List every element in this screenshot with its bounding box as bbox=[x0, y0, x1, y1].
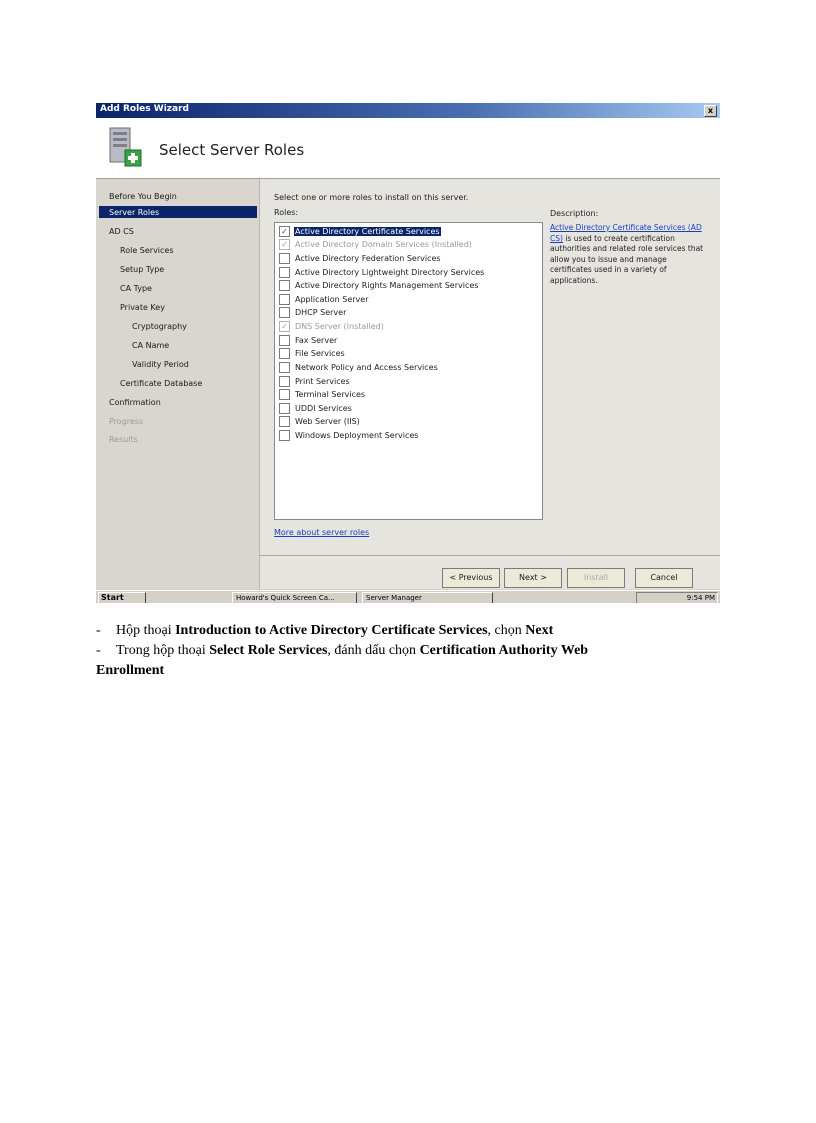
roles-label: Roles: bbox=[274, 208, 299, 217]
caption-text: , chọn bbox=[487, 623, 522, 638]
caption-bullet: - bbox=[96, 643, 101, 658]
role-item[interactable] bbox=[279, 348, 346, 361]
nav-item-certificate-database[interactable]: Certificate Database bbox=[120, 379, 203, 388]
start-button[interactable]: Start bbox=[98, 592, 146, 603]
description-label: Description: bbox=[550, 209, 599, 218]
nav-item-validity-period[interactable]: Validity Period bbox=[132, 360, 189, 369]
description-text bbox=[550, 223, 710, 286]
wizard-navigation bbox=[96, 179, 259, 589]
nav-item-role-services[interactable]: Role Services bbox=[120, 246, 174, 255]
caption-bold: Certification Authority Web bbox=[419, 643, 589, 658]
role-label: Active Directory Rights Management Services bbox=[295, 281, 479, 290]
server-roles-icon bbox=[104, 126, 144, 170]
role-label: File Services bbox=[295, 349, 345, 358]
role-label: Active Directory Lightweight Directory Services bbox=[295, 268, 485, 277]
wizard-header bbox=[96, 118, 720, 179]
role-item bbox=[279, 239, 473, 252]
role-item[interactable] bbox=[279, 362, 439, 375]
caption-bold: Introduction to Active Directory Certificate Services bbox=[175, 623, 488, 638]
role-checkbox[interactable] bbox=[279, 267, 290, 278]
role-checkbox[interactable] bbox=[279, 348, 290, 359]
role-item[interactable] bbox=[279, 416, 361, 429]
caption-bold: Next bbox=[525, 623, 554, 638]
nav-item-ca-type[interactable]: CA Type bbox=[120, 284, 152, 293]
caption-bold: Select Role Services bbox=[209, 643, 328, 658]
nav-item-ad-cs[interactable]: AD CS bbox=[109, 227, 134, 236]
role-item[interactable] bbox=[279, 335, 338, 348]
role-item[interactable] bbox=[279, 376, 351, 389]
role-item bbox=[279, 321, 385, 334]
page-title: Select Server Roles bbox=[159, 141, 305, 159]
nav-item-server-roles[interactable]: Server Roles bbox=[109, 208, 160, 217]
previous-button[interactable]: < Previous bbox=[442, 568, 500, 588]
role-checkbox[interactable] bbox=[279, 280, 290, 291]
role-label: Application Server bbox=[295, 295, 369, 304]
close-button[interactable]: x bbox=[704, 105, 717, 117]
nav-item-ca-name[interactable]: CA Name bbox=[132, 341, 170, 350]
role-label: Active Directory Federation Services bbox=[295, 254, 441, 263]
nav-item-progress: Progress bbox=[109, 417, 144, 426]
caption-text: Trong hộp thoại bbox=[116, 643, 206, 658]
nav-item-private-key[interactable]: Private Key bbox=[120, 303, 165, 312]
role-checkbox[interactable] bbox=[279, 253, 290, 264]
caption-line-3 bbox=[96, 663, 164, 679]
roles-list[interactable] bbox=[274, 222, 543, 520]
window-titlebar bbox=[96, 103, 720, 118]
role-checkbox[interactable] bbox=[279, 389, 290, 400]
caption-line-1 bbox=[96, 623, 553, 639]
next-button[interactable]: Next > bbox=[504, 568, 562, 588]
description-body: is used to create certification authorities and related role services that allow you to issue and manage certificates used in a variety of applications. bbox=[550, 233, 704, 285]
role-item[interactable] bbox=[279, 307, 347, 320]
role-label: Network Policy and Access Services bbox=[295, 363, 438, 372]
button-separator bbox=[259, 555, 720, 556]
role-checkbox: ✓ bbox=[279, 239, 290, 250]
taskbar-button[interactable]: Howard's Quick Screen Ca... bbox=[232, 592, 357, 603]
role-label: UDDI Services bbox=[295, 404, 352, 413]
caption-bullet: - bbox=[96, 623, 101, 638]
role-checkbox[interactable] bbox=[279, 307, 290, 318]
caption-bold: Enrollment bbox=[96, 663, 165, 678]
role-item[interactable] bbox=[279, 226, 441, 239]
window-title: Add Roles Wizard bbox=[100, 104, 189, 114]
cancel-button[interactable]: Cancel bbox=[635, 568, 693, 588]
role-checkbox[interactable]: ✓ bbox=[279, 226, 290, 237]
role-item[interactable] bbox=[279, 403, 353, 416]
wizard-content bbox=[259, 179, 720, 589]
system-tray-clock: 9:54 PM bbox=[636, 592, 718, 603]
role-label: Web Server (IIS) bbox=[295, 417, 360, 426]
nav-item-results: Results bbox=[109, 435, 138, 444]
nav-item-cryptography[interactable]: Cryptography bbox=[132, 322, 187, 331]
role-label: Active Directory Domain Services (Installed) bbox=[295, 240, 472, 249]
role-checkbox[interactable] bbox=[279, 376, 290, 387]
role-checkbox[interactable] bbox=[279, 294, 290, 305]
caption-line-2 bbox=[96, 643, 588, 659]
role-label: Fax Server bbox=[295, 336, 338, 345]
role-checkbox[interactable] bbox=[279, 335, 290, 346]
wizard-screenshot bbox=[96, 103, 720, 603]
role-label: Windows Deployment Services bbox=[295, 431, 419, 440]
instructions-text: Select one or more roles to install on this server. bbox=[274, 193, 469, 202]
role-item[interactable] bbox=[279, 280, 479, 293]
role-item[interactable] bbox=[279, 267, 485, 280]
role-checkbox: ✓ bbox=[279, 321, 290, 332]
install-button: Install bbox=[567, 568, 625, 588]
taskbar-button[interactable]: Server Manager bbox=[362, 592, 493, 603]
role-item[interactable] bbox=[279, 430, 419, 443]
role-item[interactable] bbox=[279, 253, 442, 266]
role-label: Active Directory Certificate Services bbox=[295, 227, 440, 236]
role-checkbox[interactable] bbox=[279, 430, 290, 441]
nav-item-before-you-begin[interactable]: Before You Begin bbox=[109, 192, 177, 201]
caption-text: , đánh dấu chọn bbox=[327, 643, 417, 658]
role-item[interactable] bbox=[279, 389, 366, 402]
description-link[interactable]: Active Directory Certificate Services (AD CS) bbox=[550, 223, 702, 243]
more-about-server-roles-link[interactable]: More about server roles bbox=[274, 528, 370, 537]
taskbar bbox=[96, 590, 720, 603]
role-label: DNS Server (Installed) bbox=[295, 322, 384, 331]
role-checkbox[interactable] bbox=[279, 416, 290, 427]
nav-item-confirmation[interactable]: Confirmation bbox=[109, 398, 161, 407]
role-label: Terminal Services bbox=[295, 390, 366, 399]
role-label: DHCP Server bbox=[295, 308, 347, 317]
role-label: Print Services bbox=[295, 377, 350, 386]
role-checkbox[interactable] bbox=[279, 362, 290, 373]
role-checkbox[interactable] bbox=[279, 403, 290, 414]
role-item[interactable] bbox=[279, 294, 369, 307]
caption-text: Hộp thoại bbox=[116, 623, 172, 638]
nav-item-setup-type[interactable]: Setup Type bbox=[120, 265, 165, 274]
